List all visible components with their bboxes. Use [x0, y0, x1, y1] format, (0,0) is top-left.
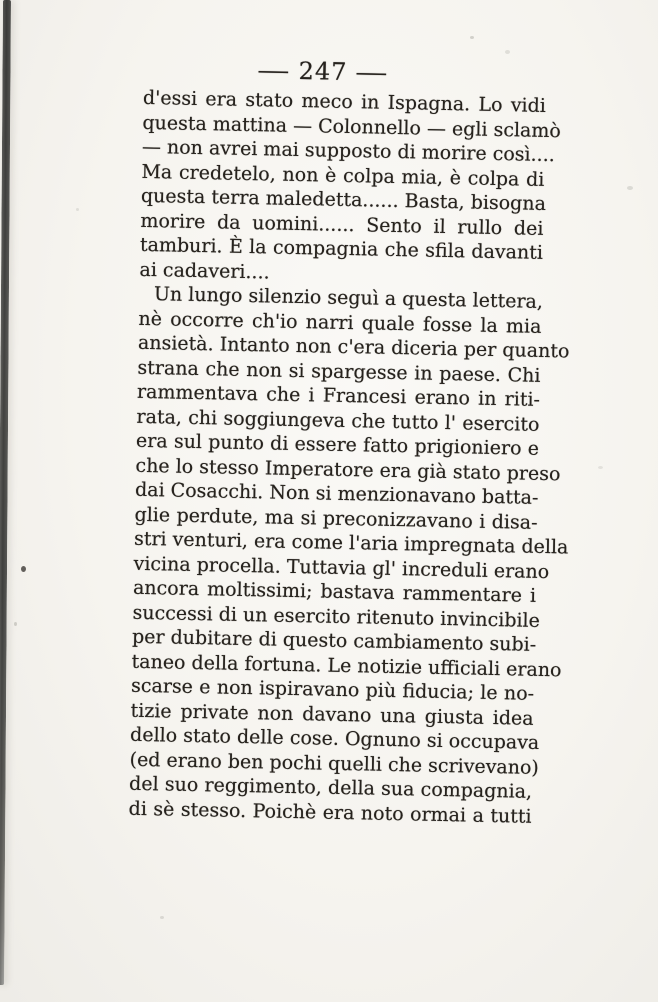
- text-line: dai Cosacchi. Non si menzionavano batta-: [134, 478, 539, 509]
- text-line: strana che non si spargesse in paese. Chi: [137, 356, 541, 387]
- paper-speck: [598, 466, 603, 469]
- text-line: ancora moltissimi; bastava rammentare i: [132, 576, 537, 607]
- page-number-header: [121, 53, 524, 89]
- text-line: tizie private non davano una giusta idea: [130, 699, 534, 730]
- paper-speck: [505, 50, 510, 54]
- paper-speck: [21, 566, 26, 572]
- text-line: di sè stesso. Poichè era noto ormai a tutti: [128, 797, 532, 828]
- text-line: scarse e non ispiravano più fiducia; le no-: [130, 674, 535, 705]
- text-line: per dubitare di questo cambiamento subi-: [131, 625, 537, 656]
- header-dash-right: —: [354, 58, 390, 87]
- text-line: tamburi. È la compagnia che sfila davanti: [139, 233, 544, 264]
- text-line: successi di un esercito ritenuto invincibile: [132, 601, 541, 632]
- text-line: vicina procella. Tuttavia gl' increduli erano: [133, 552, 550, 583]
- paper-speck: [160, 916, 164, 919]
- page-number: 247: [298, 56, 348, 86]
- paper-speck: [627, 186, 633, 190]
- text-line: stri venturi, era come l'aria impregnata della: [133, 527, 569, 559]
- text-line: glie perdute, ma si preconizzavano i disa-: [134, 503, 538, 534]
- text-line: era sul punto di essere fatto prigioniero e: [135, 429, 540, 460]
- body-text: [128, 86, 570, 829]
- header-dash-left: —: [256, 56, 292, 85]
- paper-speck: [470, 36, 474, 39]
- text-line: nè occorre ch'io narri quale fosse la mia: [138, 307, 542, 338]
- text-line: che lo stesso Imperatore era già stato preso: [135, 454, 561, 485]
- text-line: morire da uomini...... Sento il rullo dei: [140, 209, 544, 240]
- text-line: (ed erano ben pochi quelli che scrivevano): [129, 748, 540, 779]
- text-line: d'essi era stato meco in Ispagna. Lo vidi: [142, 86, 547, 117]
- text-line: Ma credetelo, non è colpa mia, è colpa di: [141, 160, 545, 191]
- text-line: questa terra maledetta...... Basta, bisogna: [140, 184, 547, 215]
- paper-speck: [14, 622, 17, 626]
- text-line: — non avrei mai supposto di morire così....: [141, 135, 556, 167]
- paper-speck: [76, 208, 79, 211]
- text-line: taneo della fortuna. Le notizie ufficiali erano: [131, 650, 562, 681]
- text-line: del suo reggimento, della sua compagnia,: [128, 772, 533, 803]
- text-line: rammentava che i Francesi erano in riti-: [136, 380, 541, 411]
- text-line: Un lungo silenzio seguì a questa lettera,: [153, 283, 544, 313]
- text-line: dello stato delle cose. Ognuno si occupava: [129, 723, 540, 754]
- text-line: ai cadaveri....: [139, 258, 270, 283]
- text-line: rata, chi soggiungeva che tutto l' esercito: [136, 405, 540, 436]
- text-line: questa mattina — Colonnello — egli sclamò: [142, 111, 562, 142]
- text-line: ansietà. Intanto non c'era diceria per quanto: [137, 331, 570, 363]
